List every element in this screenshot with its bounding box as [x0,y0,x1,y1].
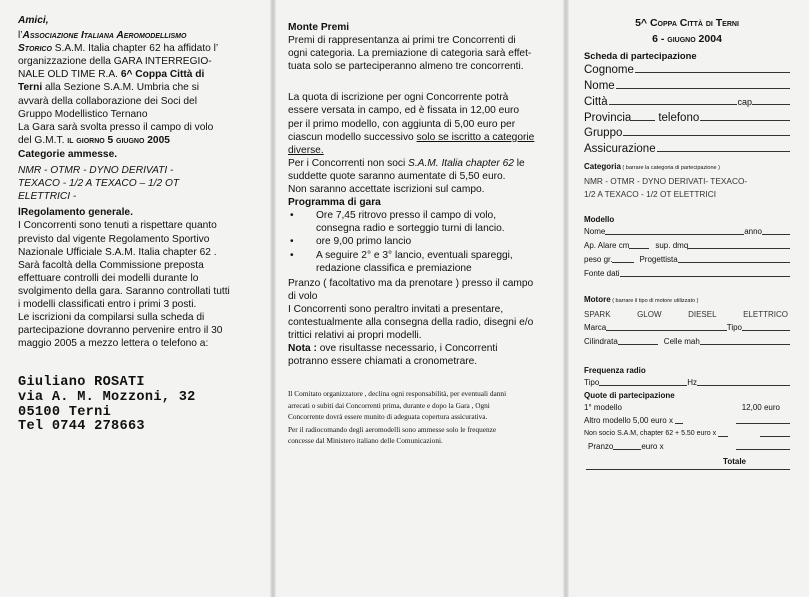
nome-label: Nome [584,80,615,93]
quota-nonsocio-label: Non socio S.A.M, chapter 62 + 5.50 euro x [584,430,717,438]
regolamento-line: maggio 2005 a mezzo lettera o telefono a: [18,338,209,350]
left-panel [18,0,262,597]
nome-line[interactable] [616,79,790,89]
middle-panel [288,0,538,597]
quota-nonsocio-qty-line[interactable] [718,427,728,437]
cilindrata-line[interactable] [618,335,658,345]
freq-hz-label: Hz [687,378,698,388]
categoria-note: ( barrare la categoria di partecipazione ) [620,165,720,172]
intro-text: S.A.M. Italia chapter 62 ha affidato l’ [51,43,219,55]
freq-tipo-line[interactable] [599,376,687,386]
categoria-options[interactable]: NMR - OTMR - DYNO DERIVATI- TEXACO- [584,176,748,187]
categorie-heading: Categorie ammesse. [18,148,118,160]
personal-fields [584,63,790,158]
nonsoci-line: suddette quote saranno aumentate di 5,50 euro. [288,170,506,182]
association-name: Storico [18,43,52,55]
nota-label: Nota : [288,343,317,355]
programma-text: Ore 7,45 ritrovo presso il campo di volo, [316,210,497,222]
regolamento-line: previsto dal vigente Regolamento Sportivo [18,233,210,245]
regolamento-heading: lRegolamento generale. [18,207,133,219]
intro-line [18,134,262,147]
regolamento-line: effettuare controlli dei modelli durante lo [18,272,199,284]
quota-line [288,131,538,144]
nota-line: potranno essere chiamati a cronometrare. [288,356,478,368]
intro-line: avvarà della collaborazione dei Soci del [18,95,197,107]
motore-note: ( barrare il tipo di motore utilizzato ) [610,298,699,305]
regolamento-line: Sarà facoltà della Commissione preposta [18,259,204,271]
gruppo-line[interactable] [623,126,790,136]
source-line[interactable] [620,267,790,277]
disclaimer-line: concesse dal Ministero italiano delle Comunicazioni. [288,436,443,446]
event-date: il giorno 5 giugno 2005 [67,134,170,146]
telefono-line[interactable] [700,111,790,121]
regolamento-line: partecipazione dovranno pervenire entro il 30 [18,325,223,337]
fold-line-left [270,0,276,597]
quota-text: ciascun modello successivo [288,131,417,143]
premi-line: Premi di rappresentanza ai primi tre Concorrenti di [288,35,516,47]
model-year-label: anno [744,227,762,237]
motor-glow-option[interactable]: GLOW [637,310,662,320]
designer-line[interactable] [678,253,790,263]
programma-item [288,249,538,275]
assicurazione-label: Assicurazione [584,143,656,156]
invito-line: trittici relativi ai propri modelli. [288,330,422,342]
provincia-label: Provincia [584,111,632,124]
quota-pranzo-unit: euro x [641,442,664,452]
marca-label: Marca [584,323,607,333]
programma-heading: Programma di gara [288,197,381,209]
nota-line [288,342,538,355]
quota-altro-label: Altro modello 5,00 euro x [584,416,673,426]
intro-text: alla Sezione S.A.M. Umbria che si [42,82,199,94]
nota-text: ove risultasse necessario, i Concorrenti [316,343,498,355]
categorie-line: TEXACO - 1/2 A TEXACO – 1/2 OT [18,178,180,190]
quota-pranzo-total-line[interactable] [736,440,790,450]
programma-item [288,235,538,248]
nonsoci-line [288,157,538,170]
contact-block [18,376,262,434]
disclaimer-line: arrecati o subiti dai Concorrenti prima, durante e dopo la Gara , Ogni [288,400,490,410]
quota-line: La quota di iscrizione per ogni Concorrente potrà [288,92,509,104]
cap-label: cap [737,96,752,107]
premi-line: tuata solo se parteciperanno almeno tre concorrenti. [288,61,524,73]
bullet-icon: • [290,249,294,261]
intro-text: l’ [18,30,23,42]
motore-heading [584,294,790,307]
pranzo-line: di volo [288,290,318,302]
form-header-cup: 5^ Coppa Città di Terni [635,17,739,29]
programma-text: redazione classifica e premiazione [316,262,472,274]
assicurazione-line[interactable] [657,142,790,152]
motor-spark-option[interactable]: SPARK [584,310,611,320]
contact-name: Giuliano ROSATI [18,375,145,391]
intro-text: del G.M.T. [18,134,68,146]
quota-first-value: 12,00 euro [741,403,780,413]
nonsoci-text: Per i Concorrenti non soci [288,157,409,169]
intro-line [18,81,262,94]
quota-row-first [584,401,790,414]
scheda-heading: Scheda di partecipazione [584,50,697,62]
wingspan-label: Ap. Alare cm [584,241,630,251]
intro-line [18,42,262,55]
cap-line[interactable] [752,95,790,105]
programma-text: A seguire 2° e 3° lancio, eventuali spareggi, [316,249,513,261]
quote-heading: Quote di partecipazione [584,391,675,401]
provincia-line[interactable] [631,111,655,121]
weight-label: peso gr. [584,255,613,265]
model-name-line[interactable] [605,225,744,235]
telefono-label: telefono [658,111,700,124]
regolamento-body [18,219,262,350]
model-name-label: Nome [584,227,606,237]
cognome-label: Cognome [584,64,634,77]
categoria-options[interactable]: 1/2 A TEXACO - 1/2 OT ELETTRICI [584,188,717,199]
quota-first-label: 1° modello [584,403,622,413]
regolamento-line: Le iscrizioni da compilarsi sulla scheda di [18,312,205,324]
categorie-line: ELETTRICI - [18,191,77,203]
citta-line[interactable] [609,95,738,105]
invito-line: I Concorrenti sono peraltro invitati a presentare, [288,303,504,315]
categorie-line: NMR - OTMR - DYNO DERIVATI - [18,165,174,177]
intro-line [18,68,262,81]
marca-field[interactable] [584,321,790,335]
celle-label: Celle mah [663,337,700,347]
intro-line: organizzazione della GARA INTERREGIO- [18,56,212,68]
quota-pranzo-qty-line[interactable] [613,440,641,450]
quota-pranzo-label: Pranzo [588,442,614,452]
cognome-field[interactable] [584,63,790,79]
cilindrata-label: Cilindrata [584,337,618,347]
freq-heading: Frequenza radio [584,366,646,376]
assicurazione-field[interactable] [584,142,790,158]
contact-phone: Tel 0744 278663 [18,419,145,435]
motore-label: Motore [584,295,611,305]
quota-line: essere versata in campo, ed è fissata in 12,00 euro [288,105,520,117]
pranzo-line: Pranzo ( facoltativo ma da prenotare ) presso il campo [288,277,534,289]
quota-row-altro[interactable] [584,414,790,427]
registration-panel [584,0,790,597]
freq-field[interactable] [584,376,790,389]
disclaimer-line: Per il radiocomando degli aeromodelli sono ammesse solo le frequenze [288,424,497,434]
cup-name: Terni [18,82,43,94]
surface-line[interactable] [688,239,790,249]
surface-label: sup. dmq [655,241,689,251]
totale-label: Totale [723,457,746,467]
programma-item [288,209,538,235]
celle-line[interactable] [700,335,790,345]
citta-field[interactable] [584,95,790,111]
programma-list [288,209,538,274]
wingspan-field[interactable] [584,239,790,253]
regolamento-line: svolgimento della gara. Saranno controllati tutti [18,285,230,297]
quota-row-nonsocio[interactable] [584,427,790,440]
chapter-name: S.A.M. Italia chapter 62 [408,157,514,169]
intro-line: La Gara sarà svolta presso il campo di volo [18,121,214,133]
quota-nonsocio-total-line[interactable] [760,427,790,437]
wingspan-line[interactable] [629,239,649,249]
regolamento-line: Nazionale Ufficiale S.A.M. Italia chapter 62 . [18,246,217,258]
greeting: Amici, [18,15,49,26]
intro-text: NALE OLD TIME R.A. [18,69,121,81]
form-header-date: 6 - giugno 2004 [652,33,722,46]
nonsoci-text: le [513,157,525,169]
bullet-icon: • [290,210,294,222]
modello-heading: Modello [584,215,615,225]
nome-field[interactable] [584,79,790,95]
regolamento-line: I Concorrenti sono tenuti a rispettare quanto [18,220,217,232]
source-field[interactable] [584,267,790,281]
quota-line: per il primo modello, con aggiunta di 5,00 euro per [288,118,516,130]
provincia-field[interactable] [584,111,790,127]
motor-electric-option[interactable]: ELETTRICO [743,310,788,320]
invito-line: contestualmente alla consegna della radio, disegni e/o [288,316,534,328]
intro-line: Gruppo Modellistico Ternano [18,108,148,120]
intro-line [18,29,262,42]
gruppo-field[interactable] [584,126,790,142]
programma-text: consegna radio e sorteggio turni di lancio. [316,223,505,235]
disclaimer-line: Concorrente dovrà essere munito di adeguata copertura assicurativa. [288,411,488,421]
premi-heading: Monte Premi [288,22,350,33]
fold-line-right [563,0,569,597]
premi-line: ogni categoria. La premiazione di categoria sarà effet- [288,48,532,60]
quota-underlined: solo se iscritto a categorie [416,131,535,143]
programma-text: ore 9,00 primo lancio [316,236,412,248]
categoria-heading [584,162,790,173]
quota-altro-qty-line[interactable] [675,414,683,424]
association-name: Associazione Italiana Aeromodellismo [22,30,187,42]
source-label: Fonte dati [584,269,620,279]
cilindrata-field[interactable] [584,335,790,349]
gruppo-label: Gruppo [584,127,623,140]
cognome-line[interactable] [635,63,790,73]
disclaimer-line: Il Comitato organizzatore , declina ogni responsabilità, per eventuali danni [288,389,507,399]
modello-fields [584,225,790,281]
nonsoci-line: Non saranno accettate iscrizioni sul campo. [288,184,485,196]
motore-options [584,307,790,321]
quota-line: diverse. [288,144,324,156]
totale-row [584,455,790,468]
quota-altro-total-line[interactable] [736,414,790,424]
model-year-line[interactable] [762,225,790,235]
disclaimer-block [288,388,538,446]
regolamento-line: i modelli classificati entro i primi 3 posti. [18,298,197,310]
tipo-label: Tipo [726,323,742,333]
contact-address: via A. M. Mozzoni, 32 [18,389,196,405]
citta-label: Città [584,95,608,108]
freq-hz-line[interactable] [697,376,790,386]
categoria-label: Categoria [584,162,621,172]
weight-line[interactable] [612,253,634,263]
totale-line[interactable] [586,468,790,470]
cup-name: 6^ Coppa Città di [120,69,205,81]
marca-line[interactable] [606,321,727,331]
quota-row-pranzo[interactable] [584,440,790,453]
motor-diesel-option[interactable]: DIESEL [688,310,717,320]
tipo-line[interactable] [742,321,790,331]
weight-field[interactable] [584,253,790,267]
bullet-icon: • [290,236,294,248]
freq-tipo-label: Tipo [584,378,600,388]
contact-city: 05100 Terni [18,404,112,420]
model-name-field[interactable] [584,225,790,239]
designer-label: Progettista [639,255,678,265]
